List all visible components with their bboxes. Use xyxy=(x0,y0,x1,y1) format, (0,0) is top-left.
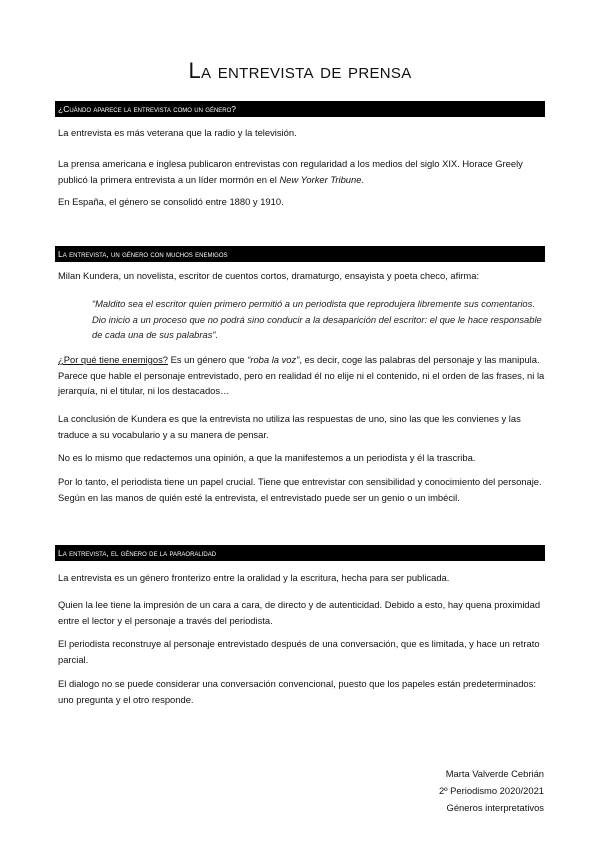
paragraph: La conclusión de Kundera es que la entrevista no utiliza las respuestas de uno, sino las que les convienes y las traduce a su vocabulario y a su manera de pensar. xyxy=(58,413,521,440)
paragraph: El periodista reconstruye al personaje entrevistado después de una conversación, que es limitada, y hace un retrato parcial. xyxy=(58,638,540,665)
paragraph-text: La prensa americana e inglesa publicaron entrevistas con regularidad a los medios del siglo XIX. Horace Greely publicó la primera entrevista a un líder mormón en el xyxy=(58,158,523,185)
paragraph: Milan Kundera, un novelista, escritor de cuentos cortos, dramaturgo, ensayista y poeta checo, afirma: xyxy=(58,270,480,281)
question-underlined: ¿Por qué tiene enemigos? xyxy=(58,354,168,365)
italic-phrase: “roba la voz” xyxy=(247,354,300,365)
paragraph: Quien la lee tiene la impresión de un cara a cara, de directo y de autenticidad. Debido a esto, hay quena proximidad entre el lector y el personaje a través del periodista. xyxy=(58,599,541,626)
paragraph: La entrevista es un género fronterizo entre la oralidad y la escritura, hecha para ser publicada. xyxy=(58,572,450,583)
section-heading-enemigos: La entrevista, un género con muchos enemigos xyxy=(55,246,545,262)
section-heading-paraoralidad: La entrevista, el género de la paraoralidad xyxy=(55,545,545,561)
section-heading-origen: ¿Cuándo aparece la entrevista como un género? xyxy=(55,101,545,117)
author-block xyxy=(439,765,544,816)
paragraph: ¿Por qué tiene enemigos? Es un género que “roba la voz”, es decir, coge las palabras del personaje y las manipula. Parece que hable el personaje entrevistado, pero en realidad él no elije ni el contenido, ni el orden de las frases, ni la jerarquía, ni el titular, ni los destacados… xyxy=(58,354,545,396)
subject-name: Géneros interpretativos xyxy=(446,802,544,813)
newspaper-name: New Yorker Tribune xyxy=(279,173,362,185)
paragraph: Por lo tanto, el periodista tiene un papel crucial. Tiene que entrevistar con sensibilidad y conocimiento del personaje. Según en las manos de quién esté la entrevista, el entrevistado puede ser un genio o un imbécil. xyxy=(58,476,542,503)
page-title: La entrevista de prensa xyxy=(188,58,412,83)
kundera-quote: “Maldito sea el escritor quien primero permitió a un periodista que reprodujera libremente sus comentarios. Dio inicio a un proceso que no podrá sino conducir a la desaparición del escritor: el que le hace responsable de cada una de sus palabras”. xyxy=(92,298,542,340)
paragraph: La entrevista es más veterana que la radio y la televisión. xyxy=(58,127,297,138)
paragraph: En España, el género se consolidó entre 1880 y 1910. xyxy=(58,196,284,207)
paragraph: No es lo mismo que redactemos una opinión, a que la manifestemos a un periodista y él la trascriba. xyxy=(58,452,476,463)
author-name: Marta Valverde Cebrián xyxy=(445,768,544,779)
course-info: 2º Periodismo 2020/2021 xyxy=(438,785,544,796)
paragraph: El dialogo no se puede considerar una conversación convencional, puesto que los papeles están predeterminados: uno pregunta y el otro responde. xyxy=(58,678,536,705)
paragraph: La prensa americana e inglesa publicaron entrevistas con regularidad a los medios del siglo XIX. Horace Greely publicó la primera entrevista a un líder mormón en el New Yorker Tribune. xyxy=(58,158,523,185)
